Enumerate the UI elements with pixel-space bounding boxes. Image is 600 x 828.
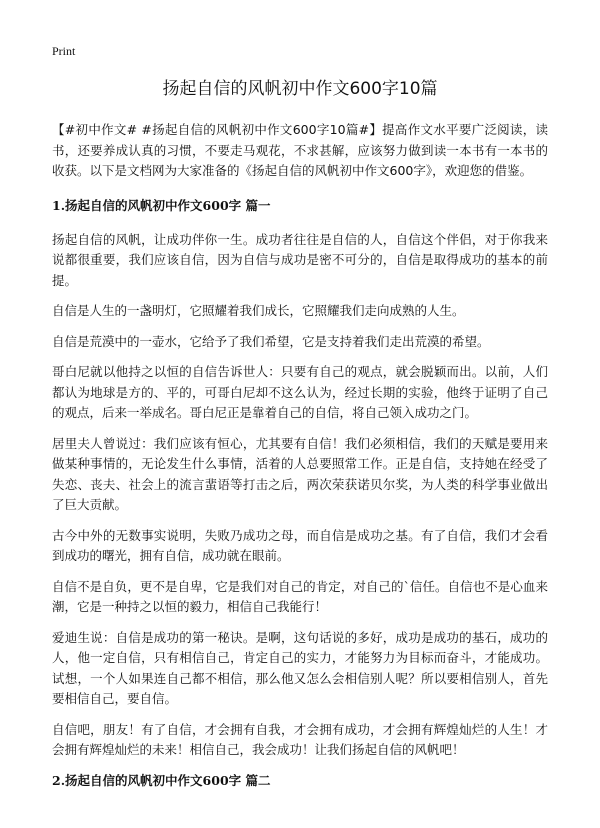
document-title: 扬起自信的风帆初中作文600字10篇 — [162, 79, 438, 99]
paragraph: 自信不是自负，更不是自卑，它是我们对自己的肯定，对自己的`信任。自信也不是心血来潮，它是一种持之以恒的毅力，相信自己我能行！ — [52, 578, 548, 614]
section-2 — [52, 771, 548, 791]
print-label: Print — [52, 44, 76, 58]
section-heading: 2.扬起自信的风帆初中作文600字 篇二 — [52, 772, 271, 788]
document-body — [52, 120, 548, 805]
paragraph: 古今中外的无数事实说明，失败乃成功之母，而自信是成功之基。有了自信，我们才会看到成功的曙光，拥有自信，成功就在眼前。 — [52, 527, 548, 563]
paragraph: 自信是荒漠中的一壶水，它给予了我们希望，它是支持着我们走出荒漠的希望。 — [52, 333, 490, 349]
intro-paragraph: 【#初中作文# #扬起自信的风帆初中作文600字10篇#】提高作文水平要广泛阅读，读书，还要养成认真的习惯，不要走马观花，不求甚解，应该努力做到读一本书有一本书的收获。以下是文档网为大家准备的《扬起自信的风帆初中作文600字》，欢迎您的借鉴。 — [52, 122, 548, 178]
paragraph: 扬起自信的风帆，让成功伴你一生。成功者往往是自信的人，自信这个伴侣，对于你我来说都很重要，我们应该自信，因为自信与成功是密不可分的，自信是取得成功的基本的前提。 — [52, 231, 548, 288]
paragraph: 自信是人生的一盏明灯，它照耀着我们成长，它照耀我们走向成熟的人生。 — [52, 303, 465, 318]
paragraph: 爱迪生说：自信是成功的第一秘诀。是啊，这句话说的多好，成功是成功的基石，成功的人，他一定自信，只有相信自己，肯定自己的实力，才能努力为目标而奋斗，才能成功。试想，一个人如果连自己都不相信，那么他又怎么会相信别人呢？所以要相信别人，首先要相信自己，要自信。 — [52, 629, 548, 706]
paragraph: 居里夫人曾说过：我们应该有恒心，尤其要有自信！我们必须相信，我们的天赋是要用来做某种事情的，无论发生什么事情，活着的人总要照常工作。正是自信，支持她在经受了失恋、丧夫、社会上的流言蜚语等打击之后，两次荣获诺贝尔奖，为人类的科学事业做出了巨大贡献。 — [52, 435, 548, 512]
section-heading: 1.扬起自信的风帆初中作文600字 篇一 — [52, 197, 271, 213]
section-1 — [52, 196, 548, 761]
paragraph: 哥白尼就以他持之以恒的自信告诉世人：只要有自己的观点，就会脱颖而出。以前，人们都认为地球是方的、平的，可哥白尼却不这么认为，经过长期的实验，他终于证明了自己的观点，后来一举成名。哥白尼正是靠着自己的自信，将自己领入成功之门。 — [52, 364, 548, 420]
paragraph: 自信吧，朋友！有了自信，才会拥有自我，才会拥有成功，才会拥有辉煌灿烂的人生！才会拥有辉煌灿烂的未来！相信自己，我会成功！让我们扬起自信的风帆吧！ — [52, 721, 548, 757]
